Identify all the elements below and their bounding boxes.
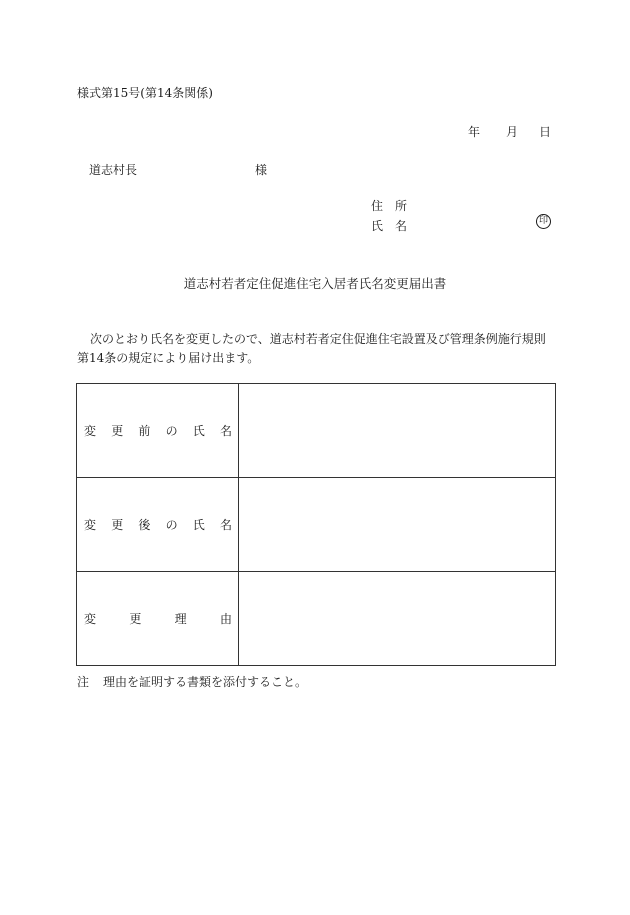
row-label-char: 更 (111, 424, 124, 438)
table-row (77, 384, 556, 478)
row-value-cell[interactable] (239, 478, 556, 572)
row-label (84, 610, 232, 627)
note-mark: 注 (77, 675, 90, 689)
date-day-label: 日 (539, 125, 552, 139)
row-label-cell (77, 478, 239, 572)
row-label-char: 後 (138, 518, 151, 532)
row-label (84, 422, 232, 439)
addressee-name: 道志村長 (89, 163, 138, 177)
change-form-table (76, 383, 556, 666)
table-row (77, 572, 556, 666)
row-label-char: 変 (84, 424, 97, 438)
form-number: 様式第15号(第14条関係) (77, 86, 213, 100)
row-label (84, 516, 232, 533)
row-label-char: 名 (219, 424, 232, 438)
seal-mark: 印 (536, 214, 551, 229)
row-label-char: 氏 (192, 424, 205, 438)
date-year-label: 年 (468, 125, 481, 139)
body-text: 次のとおり氏名を変更したので、道志村若者定住促進住宅設置及び管理条例施行規則第14条の規定により届け出ます。 (77, 332, 546, 365)
name-label-char: 名 (395, 219, 408, 233)
address-label-char: 所 (395, 199, 408, 213)
applicant-address-label (371, 197, 407, 214)
row-label-char: 前 (138, 424, 151, 438)
name-label-char: 氏 (371, 219, 384, 233)
row-label-char: 由 (219, 612, 232, 626)
row-label-char: 更 (129, 612, 142, 626)
document-title: 道志村若者定住促進住宅入居者氏名変更届出書 (183, 276, 447, 291)
row-label-char: 更 (111, 518, 124, 532)
note (77, 673, 307, 690)
row-value-cell[interactable] (239, 572, 556, 666)
note-text: 理由を証明する書類を添付すること。 (103, 675, 308, 689)
row-label-char: 理 (174, 612, 187, 626)
row-label-char: の (165, 518, 178, 532)
date-month-label: 月 (506, 125, 519, 139)
address-label-char: 住 (371, 199, 384, 213)
row-value-cell[interactable] (239, 384, 556, 478)
row-label-char: 名 (219, 518, 232, 532)
row-label-char: 変 (84, 612, 97, 626)
row-label-cell (77, 572, 239, 666)
row-label-char: 氏 (192, 518, 205, 532)
table-row (77, 478, 556, 572)
row-label-cell (77, 384, 239, 478)
applicant-name-label (371, 217, 407, 234)
addressee-honorific: 様 (255, 163, 268, 177)
row-label-char: の (165, 424, 178, 438)
row-label-char: 変 (84, 518, 97, 532)
